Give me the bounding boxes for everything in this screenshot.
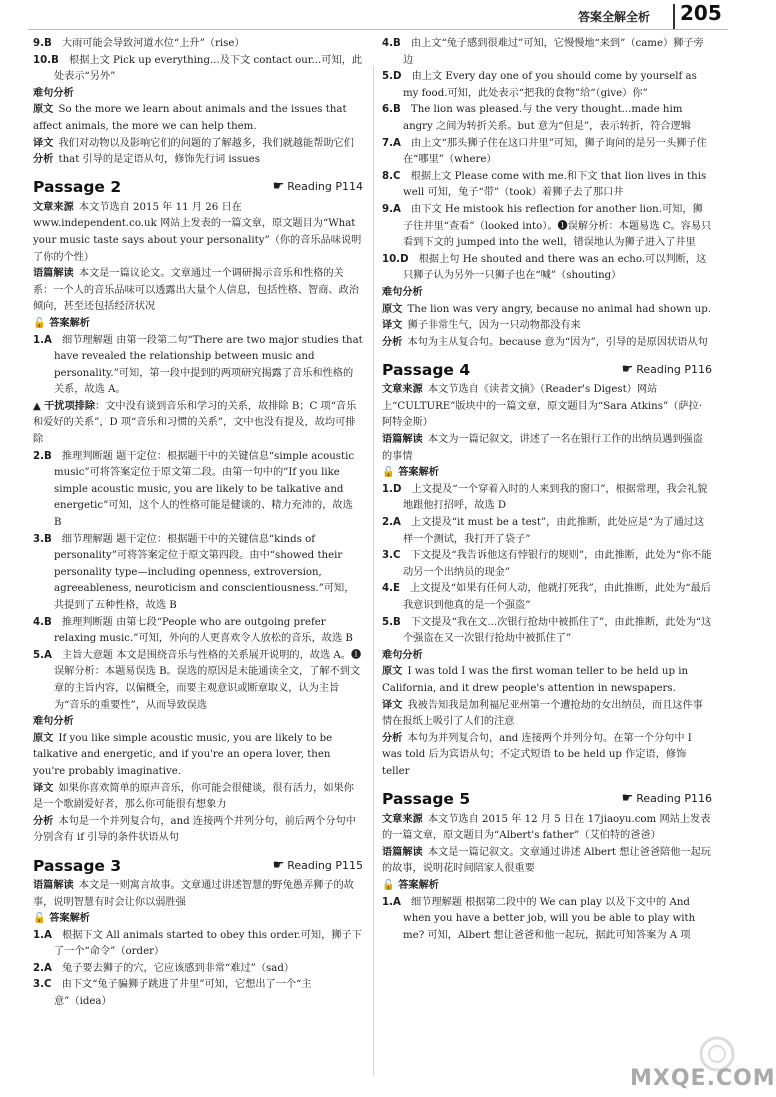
paragraph-text: 本句为主从复合句。because 意为“因为”，引导的是原因状语从句 [407, 336, 708, 348]
paragraph-text: 我被告知我是加利福尼亚州第一个遭抢劫的女出纳员，而且这件事情在报纸上吸引了人们的注意 [382, 699, 703, 728]
answer-item [382, 548, 712, 581]
answer-number: 6. [382, 104, 393, 116]
answer-item [382, 69, 712, 102]
pointing-hand-icon: ☛ [621, 791, 634, 807]
passage-title: Passage 2 [33, 178, 122, 197]
answer-text: 细节理解题 由第一段第二句“There are two major studies that have revealed the relationship between music and personality.”可知，第一段中提到的两项研究揭露了音乐和性格的关系，故选 A。 [54, 334, 363, 396]
passage-header [33, 176, 363, 200]
section-heading-text: 答案解析 [49, 317, 90, 329]
section-heading-text: 难句分析 [33, 87, 74, 99]
paragraph-text: 本句是一个并列复合句，and 连接两个并列分句，前后两个分句中分别含有 if 引导的条件状语从句 [33, 815, 356, 844]
section-heading-text: 答案解析 [398, 879, 439, 891]
answer-item [382, 482, 712, 515]
lock-icon: 🔓 [382, 879, 395, 891]
paragraph-label: 文章来源 [33, 201, 74, 213]
labeled-paragraph [382, 812, 712, 845]
paragraph-label: 译文 [382, 320, 403, 332]
distractor-label: 干扰项排除 [44, 400, 96, 412]
answer-number: 1. [382, 483, 393, 495]
section-heading [382, 285, 712, 302]
paragraph-text: So the more we learn about animals and the issues that affect animals, the more we can help them. [33, 104, 347, 132]
paragraph-label: 分析 [382, 336, 403, 348]
answer-number: 2. [33, 450, 44, 462]
labeled-paragraph [382, 318, 712, 335]
answer-text: 推理判断题 题干定位：根据题干中的关键信息“simple acoustic music”可将答案定位于原文第二段。由第一句中的“If you like simple acoustic music, you are likely to be talkative and energetic”可知，这个人的性格可能是健谈的、精力充沛的，故选 B [54, 450, 355, 529]
answer-letter: A [43, 962, 52, 974]
labeled-paragraph [33, 814, 363, 847]
answer-number: 9. [33, 38, 44, 49]
labeled-paragraph [382, 335, 712, 352]
labeled-paragraph [33, 878, 363, 911]
answer-item [33, 961, 363, 978]
paragraph-label: 语篇解读 [33, 879, 74, 891]
paragraph-text: 本文节选自 2015 年 12 月 5 日在 17jiaoyu.com 网站上发表的一篇文章，原文题目为“Albert's father”（艾伯特的爸爸） [382, 813, 711, 842]
answer-letter: B [392, 104, 401, 116]
answer-text: 由上文“那头狮子住在这口井里”可知，狮子询问的是另一头狮子住在“哪里”（where） [403, 137, 707, 166]
paragraph-text: 我们对动物以及影响它们的问题的了解越多，我们就越能帮助它们 [58, 137, 354, 149]
paragraph-label: 语篇解读 [382, 846, 423, 858]
answer-item [382, 136, 712, 169]
answer-number: 2. [33, 962, 44, 974]
answer-number: 3. [33, 533, 44, 545]
paragraph-text: 本文是一篇议论文。文章通过一个调研揭示音乐和性格的关系：一个人的音乐品味可以透露出大量个人信息，包括性格、智商、政治倾向，甚至还包括经济状况 [33, 268, 359, 313]
header-rule [28, 29, 728, 30]
answer-number: 2. [382, 517, 393, 529]
answer-item [33, 53, 363, 86]
answer-number: 4. [33, 616, 44, 628]
answer-number: 9. [382, 203, 393, 215]
answer-item [382, 515, 712, 548]
answer-item [382, 36, 712, 69]
header-label: 答案全解全析 [578, 10, 651, 24]
answer-letter: B [43, 533, 52, 545]
answer-text: 细节理解题 题干定位：根据题干中的关键信息“kinds of personality”可将答案定位于原文第四段。由中“showed their personality type—including openness, extroversion, agreeableness, neuroticism and conscientiousness.”可知，共提到了五种性格，故选 B [54, 533, 355, 611]
answer-letter: A [392, 896, 401, 908]
answer-text: 主旨大意题 本文是围绕音乐与性格的关系展开说明的，故选 A。❶误解分析：本题易误选 B。误选的原因是未能通读全文，了解不到文章的主旨内容，以偏概全，而要主观意识或断章取义，认为主旨为“音乐的重要性”，从而导致误选 [54, 649, 362, 711]
answer-letter: A [392, 203, 401, 215]
left-column [33, 36, 363, 1011]
passage-header [33, 854, 363, 878]
passage-header [382, 788, 712, 812]
distractor-text: 文中没有谈到音乐和学习的关系，故排除 B；C 项“音乐和爱好的关系”，D 项“音乐和习惯的关系”，文中也没有提及，故均可排除 [33, 400, 357, 446]
answer-letter: D [392, 71, 402, 83]
section-heading-text: 难句分析 [382, 286, 423, 298]
answer-letter: A [43, 649, 52, 661]
answer-item [382, 202, 712, 252]
answer-item [33, 977, 363, 1010]
answer-number: 3. [33, 979, 44, 991]
answer-text: 大雨可能会导致河道水位“上升”（rise） [61, 38, 245, 49]
answer-number: 5. [382, 71, 393, 83]
labeled-paragraph [33, 136, 363, 153]
answer-number: 7. [382, 137, 393, 149]
answer-item [382, 169, 712, 202]
paragraph-text: 狮子非常生气，因为一只动物都没有来 [407, 320, 581, 332]
answer-text: 上文提及“如果有任何人动，他就打死我”，由此推断，此处为“最后我意识到他真的是一个强盗” [403, 583, 711, 611]
distractor-note: ▲ 干扰项排除：文中没有谈到音乐和学习的关系，故排除 B；C 项“音乐和爱好的关系”，D 项“音乐和习惯的关系”，文中也没有提及，故均可排除 [33, 400, 357, 446]
paragraph-text: If you like simple acoustic music, you are likely to be talkative and energetic, and if you're an opera lover, then you're probably imaginative. [33, 732, 333, 777]
answer-number: 8. [382, 170, 393, 182]
section-heading [382, 465, 712, 482]
section-heading-text: 答案解析 [398, 467, 439, 479]
reading-ref [273, 179, 363, 196]
answer-letter: D [392, 483, 402, 495]
answer-letter: B [43, 450, 52, 462]
answer-number: 10. [33, 54, 52, 66]
paragraph-text: I was told I was the first woman teller to be held up in California, and it drew people's attention in newspapers. [382, 666, 689, 694]
answer-letter: B [43, 616, 52, 628]
section-heading [382, 878, 712, 895]
spacer [33, 847, 363, 851]
pointing-hand-icon: ☛ [272, 857, 285, 873]
answer-text: 推理判断题 由第七段“People who are outgoing prefer relaxing music.”可知，外向的人更喜欢令人放松的音乐，故选 B [54, 616, 353, 645]
answer-item [33, 449, 363, 532]
answer-letter: B [392, 38, 401, 49]
labeled-paragraph [382, 664, 712, 697]
answer-text: 根据上句 He shouted and there was an echo.可以判断，这只狮子认为另外一只狮子也在“喊”（shouting） [403, 253, 707, 282]
paragraph-label: 译文 [33, 137, 54, 149]
paragraph-text: 本文节选自《读者文摘》（Reader's Digest）网站上“CULTURE”版块中的一篇文章，原文题目为“Sara Atkins”（萨拉·阿特金斯） [382, 384, 702, 429]
answer-letter: C [392, 550, 401, 562]
answer-item [382, 615, 712, 648]
reading-ref [622, 362, 712, 379]
answer-number: 1. [382, 896, 393, 908]
reading-ref-text: Reading P116 [636, 792, 712, 806]
paragraph-label: 语篇解读 [33, 268, 74, 280]
answer-number: 10. [382, 253, 401, 265]
answer-item [33, 36, 363, 53]
reading-ref-text: Reading P116 [636, 362, 712, 376]
answer-text: 由上文“兔子感到很难过”可知，它慢慢地“来到”（came）狮子旁边 [403, 38, 704, 66]
paragraph-text: 如果你喜欢简单的原声音乐，你可能会很健谈，很有活力，如果你是一个歌剧爱好者，那么你可能很有想象力 [33, 782, 354, 811]
answer-text: The lion was pleased.与 the very thought...made him angry 之间为转折关系。but 意为“但是”，表示转折，符合逻辑 [403, 104, 691, 132]
paragraph-label: 分析 [382, 732, 403, 744]
paragraph-text: that 引导的是定语从句，修饰先行词 issues [58, 154, 260, 166]
labeled-paragraph [33, 152, 363, 169]
paragraph-label: 原文 [33, 732, 54, 744]
labeled-paragraph [382, 845, 712, 878]
answer-letter: C [43, 979, 52, 991]
labeled-paragraph [33, 102, 363, 135]
answer-item [33, 648, 363, 714]
column-divider [373, 66, 374, 1076]
section-heading [33, 86, 363, 103]
section-heading-text: 难句分析 [382, 649, 423, 661]
labeled-paragraph [33, 266, 363, 316]
paragraph-label: 译文 [33, 782, 54, 794]
answer-letter: B [392, 616, 401, 628]
answer-item [382, 252, 712, 285]
answer-item [382, 895, 712, 945]
paragraph-label: 文章来源 [382, 813, 423, 825]
answer-item [33, 615, 363, 648]
paragraph-text: 本文是一则寓言故事。文章通过讲述智慧的野兔愚弄狮子的故事，说明智慧有时会让你以弱胜强 [33, 879, 354, 908]
passage-title: Passage 3 [33, 856, 122, 875]
section-heading [33, 911, 363, 928]
header-separator [673, 4, 675, 30]
lock-icon: 🔓 [33, 317, 46, 329]
labeled-paragraph [382, 698, 712, 731]
answer-text: 由下文“兔子骗狮子跳进了井里”可知，它想出了一个“主意”（idea） [54, 979, 312, 1008]
answer-text: 根据上文 Please come with me.和下文 that lion lives in this well 可知，兔子“带”（took）着狮子去了那口井 [403, 170, 707, 199]
paragraph-label: 文章来源 [382, 384, 423, 396]
spacer [382, 781, 712, 785]
answer-letter: D [400, 253, 409, 265]
paragraph-label: 分析 [33, 154, 54, 166]
answer-letter: A [43, 929, 52, 941]
paragraph-label: 原文 [382, 666, 403, 678]
answer-letter: C [392, 170, 401, 182]
answer-text: 根据下文 All animals started to obey this order.可知，狮子下了一个“命令”（order） [54, 929, 362, 958]
answer-text: 根据上文 Pick up everything...及下文 contact our...可知，此处表示“另外” [54, 54, 363, 83]
answer-letter: B [43, 38, 52, 49]
paragraph-text: 本文节选自 2015 年 11 月 26 日在 www.independent.co.uk 网站上发表的一篇文章，原文题目为“What your music taste says about your personality”（你的音乐品味说明了你的个性） [33, 201, 362, 263]
labeled-paragraph [382, 382, 712, 432]
paragraph-label: 原文 [382, 303, 403, 315]
labeled-paragraph [33, 200, 363, 266]
passage-header [382, 358, 712, 382]
section-heading [33, 714, 363, 731]
section-heading-text: 难句分析 [33, 716, 74, 728]
section-heading-text: 答案解析 [49, 913, 90, 925]
answer-number: 4. [382, 38, 393, 49]
answer-text: 上文提及“it must be a test”，由此推断，此处应是“为了通过这样一个测试，我打开了袋子” [403, 517, 705, 545]
answer-item [382, 581, 712, 614]
answer-text: 上文提及“一个穿着入时的人来到我的窗口”，根据常理，我会礼貌地跟他打招呼，故选 D [403, 483, 708, 512]
lock-icon: 🔓 [382, 467, 395, 479]
labeled-paragraph [382, 432, 712, 465]
lock-icon: 🔓 [33, 913, 46, 925]
answer-number: 3. [382, 550, 393, 562]
answer-letter: B [51, 54, 59, 66]
reading-ref [622, 791, 712, 808]
answer-number: 4. [382, 583, 393, 595]
labeled-paragraph [33, 781, 363, 814]
passage-title: Passage 5 [382, 790, 471, 809]
answer-letter: E [392, 583, 400, 595]
page-number: 205 [680, 1, 722, 25]
answer-item [33, 928, 363, 961]
paragraph-label: 译文 [382, 699, 403, 711]
right-column [382, 36, 712, 944]
answer-item [382, 102, 712, 135]
bullet-icon: ▲ [33, 400, 45, 412]
paragraph-text: 本文是一篇记叙文。文章通过讲述 Albert 想让爸爸陪他一起玩的故事，说明花时间陪家人很重要 [382, 846, 711, 875]
paragraph-text: 本句为并列复合句，and 连接两个并列分句。在第一个分句中 I was told 后为宾语从句；不定式短语 to be held up 作定语，修饰 teller [382, 732, 692, 777]
answer-letter: A [43, 334, 52, 346]
spacer [382, 351, 712, 355]
answer-item [33, 532, 363, 615]
labeled-paragraph [382, 302, 712, 319]
spacer [33, 169, 363, 173]
reading-ref-text: Reading P114 [287, 180, 363, 194]
answer-text: 细节理解题 根据第二段中的 We can play 以及下文中的 And when you have a better job, will you be able to play with me? 可知，Albert 想让爸爸和他一起玩，据此可知答案为 A 项 [403, 896, 696, 941]
pointing-hand-icon: ☛ [621, 361, 634, 377]
answer-text: 下文提及“我在文...次银行抢劫中被抓住了”，由此推断，此处为“这个强盗在又一次银行抢劫中被抓住了” [403, 616, 712, 645]
answer-number: 5. [382, 616, 393, 628]
answer-text: 下文提及“我告诉他这有悖银行的规则”，由此推断，此处为“你不能动另一个出纳员的现金” [403, 550, 712, 578]
reading-ref-text: Reading P115 [287, 858, 363, 872]
paragraph-label: 语篇解读 [382, 434, 423, 446]
answer-item [33, 333, 363, 399]
labeled-paragraph [33, 731, 363, 781]
section-heading [382, 648, 712, 665]
pointing-hand-icon: ☛ [272, 179, 285, 195]
labeled-paragraph [382, 731, 712, 781]
answer-letter: A [392, 137, 401, 149]
section-heading [33, 316, 363, 333]
paragraph-label: 分析 [33, 815, 54, 827]
answer-text: 兔子要去狮子的穴，它应该感到非常“难过”（sad） [62, 962, 295, 974]
paragraph-text: 本文为一篇记叙文，讲述了一名在银行工作的出纳员遇到强盗的事情 [382, 434, 703, 462]
answer-number: 1. [33, 334, 44, 346]
answer-letter: A [392, 517, 401, 529]
passage-title: Passage 4 [382, 360, 471, 379]
paragraph-text: The lion was very angry, because no animal had shown up. [407, 303, 711, 315]
answer-text: 由上文 Every day one of you should come by yourself as my food.可知，此处表示“把我的食物”给“（give）你” [403, 71, 697, 99]
reading-ref [273, 858, 363, 875]
answer-text: 由下文 He mistook his reflection for another lion.可知，狮子往井里“查看”（looked into）。❶误解分析：本题易选 C。容易只看到下文的 jumped into the well，错误地认为狮子进入了井里 [403, 203, 712, 249]
answer-number: 1. [33, 929, 44, 941]
watermark-text: MXQE.COM [630, 1066, 776, 1091]
paragraph-label: 原文 [33, 104, 54, 116]
answer-number: 5. [33, 649, 44, 661]
